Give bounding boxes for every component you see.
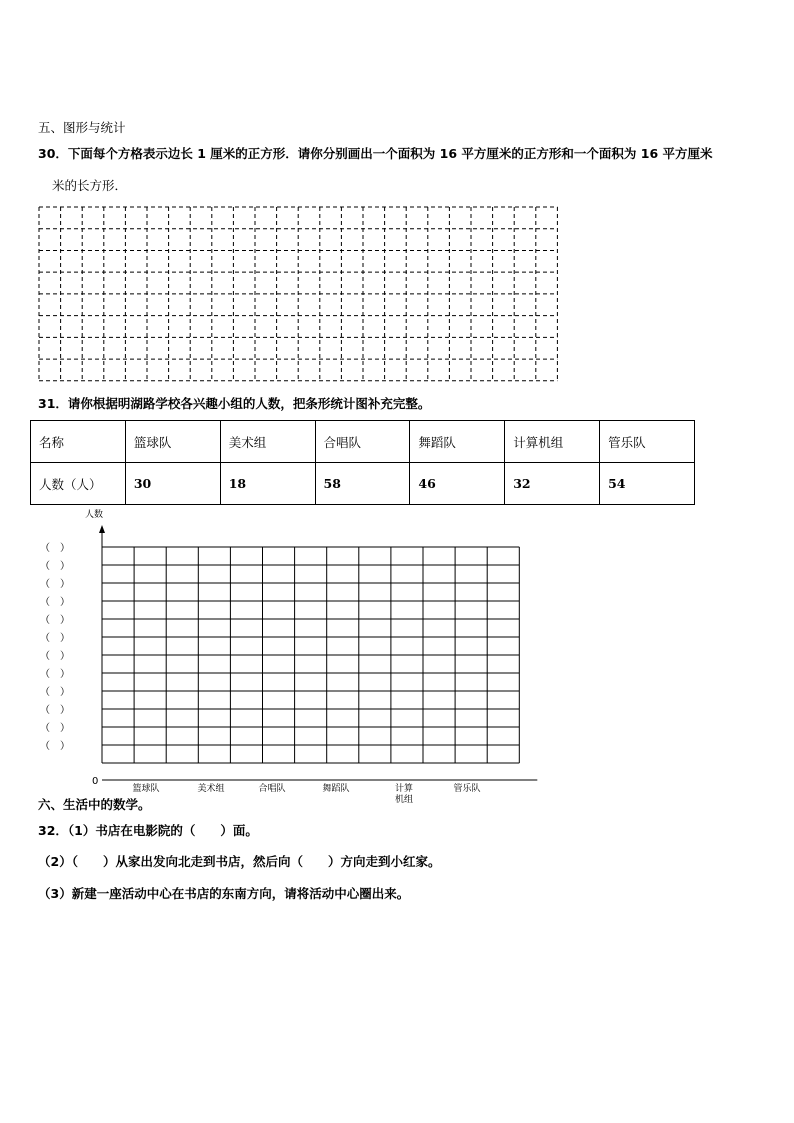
x-tick-label: 管乐队	[453, 784, 481, 794]
y-tick-label[interactable]: （ ）	[40, 579, 70, 590]
section-six-heading: 六、生活中的数学。	[38, 797, 151, 812]
table-cell: 管乐队	[600, 421, 695, 463]
table-cell: 计算机组	[505, 421, 600, 463]
x-tick-label: 篮球队	[132, 784, 160, 794]
y-tick-label[interactable]: （ ）	[40, 723, 70, 734]
y-origin-label: 0	[92, 776, 99, 787]
table-cell: 篮球队	[125, 421, 220, 463]
table-data-row	[31, 463, 695, 505]
data-table	[30, 420, 695, 505]
table-cell: 54	[600, 463, 695, 505]
y-tick-label[interactable]: （ ）	[40, 669, 70, 680]
y-tick-label[interactable]: （ ）	[40, 633, 70, 644]
x-tick-label: 合唱队	[258, 784, 286, 794]
table-cell: 合唱队	[315, 421, 410, 463]
y-tick-label[interactable]: （ ）	[40, 741, 70, 752]
y-tick-label[interactable]: （ ）	[40, 651, 70, 662]
x-tick-label: 舞蹈队	[322, 784, 350, 794]
table-cell: 30	[125, 463, 220, 505]
table-cell: 人数（人）	[31, 463, 126, 505]
dashed-square-grid[interactable]	[38, 206, 560, 382]
section-five-heading: 五、图形与统计	[38, 120, 126, 135]
x-tick-label: 美术组	[197, 784, 225, 794]
question-32-line3: （3）新建一座活动中心在书店的东南方向，请将活动中心圈出来。	[38, 886, 410, 901]
question-31-text: 31．请你根据明湖路学校各兴趣小组的人数，把条形统计图补充完整。	[38, 396, 431, 411]
y-tick-label[interactable]: （ ）	[40, 561, 70, 572]
y-axis-arrow	[99, 525, 105, 533]
question-30-line2: 米的长方形．	[52, 178, 128, 193]
y-tick-label[interactable]: （ ）	[40, 615, 70, 626]
table-cell: 舞蹈队	[410, 421, 505, 463]
table-cell: 名称	[31, 421, 126, 463]
y-axis-label: 人数	[85, 510, 104, 520]
table-cell: 美术组	[220, 421, 315, 463]
x-tick-label: 计算机组	[394, 784, 414, 805]
y-tick-label[interactable]: （ ）	[40, 687, 70, 698]
y-tick-label[interactable]: （ ）	[40, 597, 70, 608]
y-tick-label[interactable]: （ ）	[40, 543, 70, 554]
table-cell: 18	[220, 463, 315, 505]
table-cell: 58	[315, 463, 410, 505]
table-header-row	[31, 421, 695, 463]
question-32-line1: 32．（1）书店在电影院的（ ）面。	[38, 823, 258, 838]
question-30-line1: 30．下面每个方格表示边长 1 厘米的正方形．请你分别画出一个面积为 16 平方厘米的正方形和一个面积为 16 平方厘米	[38, 146, 713, 161]
y-tick-label[interactable]: （ ）	[40, 705, 70, 716]
table-cell: 32	[505, 463, 600, 505]
table-cell: 46	[410, 463, 505, 505]
question-32-line2: （2）（ ）从家出发向北走到书店，然后向（ ）方向走到小红家。	[38, 854, 441, 869]
